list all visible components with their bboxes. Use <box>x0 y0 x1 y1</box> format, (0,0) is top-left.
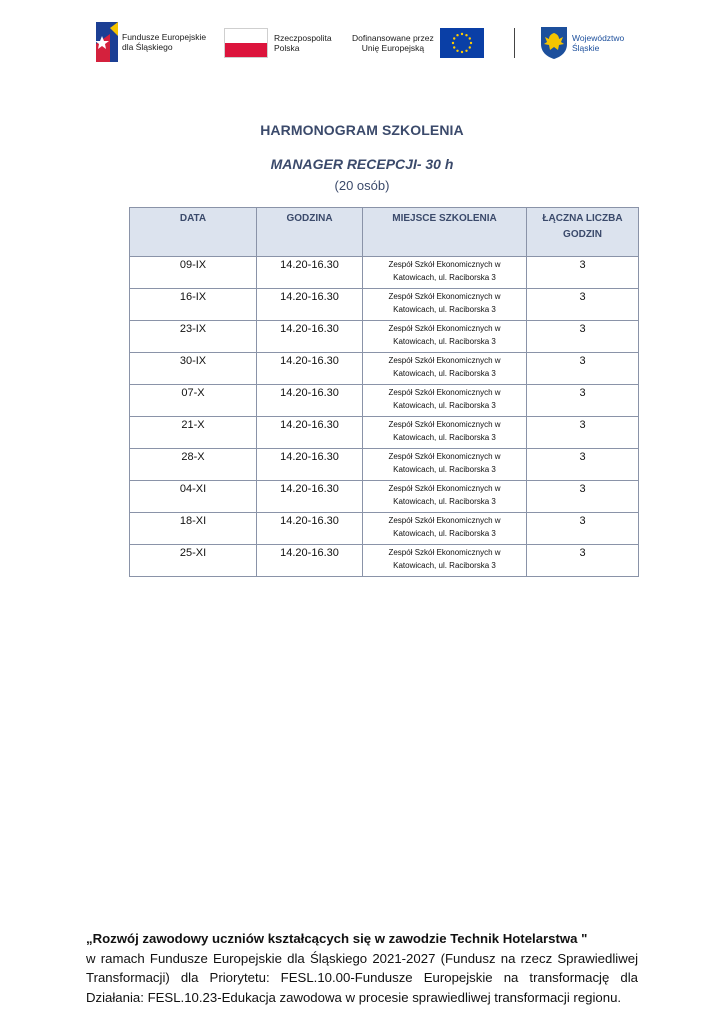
cell-hours: 3 <box>527 289 639 321</box>
course-subtitle: MANAGER RECEPCJI- 30 h <box>270 156 454 172</box>
header-total-hours <box>527 208 639 257</box>
cell-time: 14.20-16.30 <box>257 449 363 481</box>
pl-logo-line2: Polska <box>274 43 300 53</box>
header-total-hours-line2: GODZIN <box>563 229 602 240</box>
cell-place <box>363 321 527 353</box>
cell-place-line1: Zespół Szkół Ekonomicznych w <box>388 324 501 333</box>
cell-hours: 3 <box>527 417 639 449</box>
cell-place-line1: Zespół Szkół Ekonomicznych w <box>388 484 501 493</box>
cell-place-line1: Zespół Szkół Ekonomicznych w <box>388 516 501 525</box>
cell-date: 04-XI <box>130 481 257 513</box>
cell-time: 14.20-16.30 <box>257 257 363 289</box>
cell-place <box>363 513 527 545</box>
document-title: HARMONOGRAM SZKOLENIA <box>260 122 464 138</box>
cell-place-line2: Katowicach, ul. Raciborska 3 <box>393 337 496 346</box>
cell-hours: 3 <box>527 513 639 545</box>
header-time: GODZINA <box>257 208 363 257</box>
polish-flag-icon <box>224 28 268 58</box>
cell-date: 16-IX <box>130 289 257 321</box>
header-place: MIEJSCE SZKOLENIA <box>363 208 527 257</box>
schedule-table <box>129 207 639 577</box>
cell-place-line2: Katowicach, ul. Raciborska 3 <box>393 433 496 442</box>
table-row <box>130 545 639 577</box>
cell-date: 21-X <box>130 417 257 449</box>
cell-place-line2: Katowicach, ul. Raciborska 3 <box>393 305 496 314</box>
cell-time: 14.20-16.30 <box>257 481 363 513</box>
table-row <box>130 513 639 545</box>
cell-place-line2: Katowicach, ul. Raciborska 3 <box>393 529 496 538</box>
cell-place <box>363 449 527 481</box>
pl-logo-line1: Rzeczpospolita <box>274 33 332 43</box>
logo-bar <box>0 0 724 80</box>
project-footer <box>86 929 638 1007</box>
cell-time: 14.20-16.30 <box>257 289 363 321</box>
sl-logo-line1: Województwo <box>572 33 625 43</box>
wojewodztwo-slaskie-logo <box>540 26 624 60</box>
rzeczpospolita-polska-logo <box>224 28 332 58</box>
table-row <box>130 385 639 417</box>
table-header-row <box>130 208 639 257</box>
cell-date: 28-X <box>130 449 257 481</box>
header-date: DATA <box>130 208 257 257</box>
cell-hours: 3 <box>527 385 639 417</box>
cell-place-line1: Zespół Szkół Ekonomicznych w <box>388 356 501 365</box>
footer-project-title: „Rozwój zawodowy uczniów kształcących się w zawodzie Technik Hotelarstwa " <box>86 931 588 946</box>
eu-logo-line1: Dofinansowane przez <box>352 33 434 43</box>
cell-place-line1: Zespół Szkół Ekonomicznych w <box>388 548 501 557</box>
cell-place <box>363 289 527 321</box>
fe-logo-line2: dla Śląskiego <box>122 42 173 52</box>
cell-place-line1: Zespół Szkół Ekonomicznych w <box>388 260 501 269</box>
cell-place-line1: Zespół Szkół Ekonomicznych w <box>388 292 501 301</box>
cell-hours: 3 <box>527 481 639 513</box>
header-total-hours-line1: ŁĄCZNA LICZBA <box>542 213 623 224</box>
cell-place-line2: Katowicach, ul. Raciborska 3 <box>393 497 496 506</box>
table-row <box>130 257 639 289</box>
fundusze-europejskie-logo <box>96 22 206 62</box>
logo-divider <box>514 28 515 58</box>
sl-logo-line2: Śląskie <box>572 43 600 53</box>
cell-place <box>363 385 527 417</box>
cell-date: 18-XI <box>130 513 257 545</box>
table-row <box>130 289 639 321</box>
fe-logo-line1: Fundusze Europejskie <box>122 32 207 42</box>
cell-hours: 3 <box>527 545 639 577</box>
cell-place-line2: Katowicach, ul. Raciborska 3 <box>393 401 496 410</box>
cell-time: 14.20-16.30 <box>257 513 363 545</box>
eu-logo-line2: Unię Europejską <box>361 43 425 53</box>
cell-place-line1: Zespół Szkół Ekonomicznych w <box>388 388 501 397</box>
table-row <box>130 481 639 513</box>
cell-time: 14.20-16.30 <box>257 353 363 385</box>
cell-hours: 3 <box>527 353 639 385</box>
cell-place <box>363 257 527 289</box>
cell-place <box>363 353 527 385</box>
cell-place-line2: Katowicach, ul. Raciborska 3 <box>393 369 496 378</box>
cell-date: 30-IX <box>130 353 257 385</box>
cell-place-line2: Katowicach, ul. Raciborska 3 <box>393 273 496 282</box>
table-row <box>130 417 639 449</box>
cell-place-line2: Katowicach, ul. Raciborska 3 <box>393 465 496 474</box>
cell-hours: 3 <box>527 321 639 353</box>
table-row <box>130 449 639 481</box>
cell-place <box>363 417 527 449</box>
cell-place <box>363 481 527 513</box>
cell-date: 09-IX <box>130 257 257 289</box>
table-row <box>130 321 639 353</box>
cell-place-line1: Zespół Szkół Ekonomicznych w <box>388 420 501 429</box>
cell-hours: 3 <box>527 449 639 481</box>
cell-hours: 3 <box>527 257 639 289</box>
participants-count: (20 osób) <box>334 178 390 193</box>
cell-time: 14.20-16.30 <box>257 385 363 417</box>
cell-place <box>363 545 527 577</box>
cell-place-line2: Katowicach, ul. Raciborska 3 <box>393 561 496 570</box>
eu-flag-icon <box>440 28 484 58</box>
fundusze-europejskie-icon <box>96 22 118 62</box>
cell-time: 14.20-16.30 <box>257 417 363 449</box>
cell-date: 07-X <box>130 385 257 417</box>
cell-date: 23-IX <box>130 321 257 353</box>
table-row <box>130 353 639 385</box>
silesia-coat-of-arms-icon <box>540 26 568 60</box>
footer-project-description: w ramach Fundusze Europejskie dla Śląskiego 2021-2027 (Fundusz na rzecz Sprawiedliwej Transformacji) dla Priorytetu: FESL.10.00-Fundusze Europejskie na transformację dla Działania: FESL.10.23-Edukacja zawodowa w procesie sprawiedliwej transformacji regionu. <box>86 950 638 1005</box>
cell-time: 14.20-16.30 <box>257 545 363 577</box>
cell-date: 25-XI <box>130 545 257 577</box>
cell-place-line1: Zespół Szkół Ekonomicznych w <box>388 452 501 461</box>
cell-time: 14.20-16.30 <box>257 321 363 353</box>
eu-funding-logo <box>352 28 484 58</box>
